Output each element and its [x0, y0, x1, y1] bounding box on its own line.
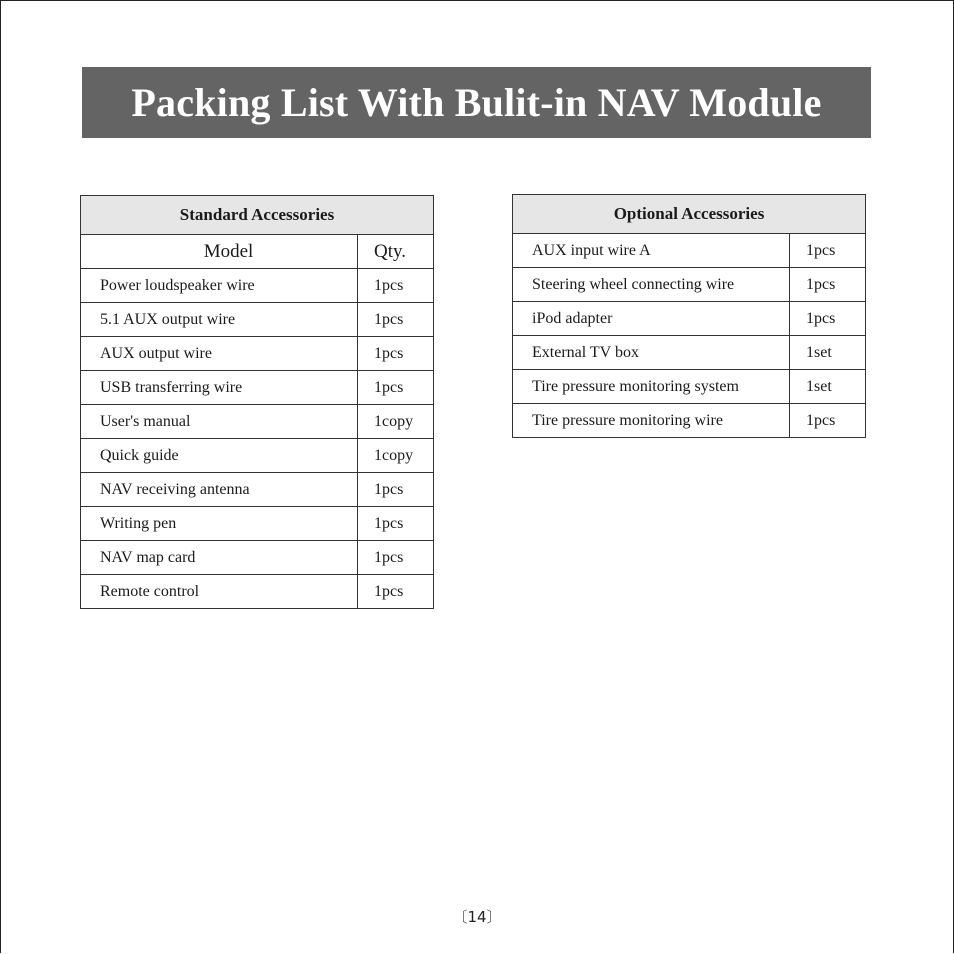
- qty-cell: 1set: [790, 336, 866, 370]
- table-row: [81, 575, 434, 609]
- qty-cell: 1pcs: [358, 507, 434, 541]
- table-row: [513, 404, 866, 438]
- qty-cell: 1pcs: [358, 473, 434, 507]
- qty-cell: 1pcs: [358, 269, 434, 303]
- model-cell: Steering wheel connecting wire: [513, 268, 790, 302]
- table-row: [81, 473, 434, 507]
- standard-accessories-rows: [81, 269, 434, 609]
- optional-accessories-header: Optional Accessories: [513, 195, 866, 234]
- qty-cell: 1pcs: [790, 234, 866, 268]
- qty-cell: 1pcs: [358, 337, 434, 371]
- model-cell: Power loudspeaker wire: [81, 269, 358, 303]
- table-row: [81, 507, 434, 541]
- column-header-qty: Qty.: [358, 235, 434, 269]
- qty-cell: 1set: [790, 370, 866, 404]
- model-cell: Tire pressure monitoring wire: [513, 404, 790, 438]
- table-row: [81, 269, 434, 303]
- qty-cell: 1pcs: [358, 371, 434, 405]
- table-row: [81, 303, 434, 337]
- model-cell: USB transferring wire: [81, 371, 358, 405]
- qty-cell: 1pcs: [358, 303, 434, 337]
- table-row: [513, 336, 866, 370]
- model-cell: NAV receiving antenna: [81, 473, 358, 507]
- model-cell: External TV box: [513, 336, 790, 370]
- standard-accessories-table: [80, 195, 434, 609]
- standard-accessories-header: Standard Accessories: [81, 196, 434, 235]
- column-header-model: Model: [81, 235, 358, 269]
- model-cell: AUX input wire A: [513, 234, 790, 268]
- qty-cell: 1pcs: [790, 404, 866, 438]
- optional-accessories-rows: [513, 234, 866, 438]
- model-cell: iPod adapter: [513, 302, 790, 336]
- qty-cell: 1pcs: [790, 268, 866, 302]
- table-row: [513, 370, 866, 404]
- table-row: [81, 439, 434, 473]
- table-row: [81, 405, 434, 439]
- optional-accessories-table: [512, 194, 866, 438]
- model-cell: 5.1 AUX output wire: [81, 303, 358, 337]
- page-title: Packing List With Bulit-in NAV Module: [131, 80, 822, 125]
- model-cell: Writing pen: [81, 507, 358, 541]
- table-row: [81, 337, 434, 371]
- model-cell: User's manual: [81, 405, 358, 439]
- qty-cell: 1pcs: [358, 575, 434, 609]
- table-row: [81, 541, 434, 575]
- table-row: [513, 302, 866, 336]
- qty-cell: 1pcs: [358, 541, 434, 575]
- page-number: 〔14〕: [452, 908, 502, 926]
- model-cell: Remote control: [81, 575, 358, 609]
- table-row: [513, 234, 866, 268]
- model-cell: Quick guide: [81, 439, 358, 473]
- model-cell: NAV map card: [81, 541, 358, 575]
- qty-cell: 1pcs: [790, 302, 866, 336]
- model-cell: AUX output wire: [81, 337, 358, 371]
- table-row: [81, 371, 434, 405]
- table-row: [513, 268, 866, 302]
- title-banner: [82, 67, 871, 138]
- qty-cell: 1copy: [358, 439, 434, 473]
- model-cell: Tire pressure monitoring system: [513, 370, 790, 404]
- qty-cell: 1copy: [358, 405, 434, 439]
